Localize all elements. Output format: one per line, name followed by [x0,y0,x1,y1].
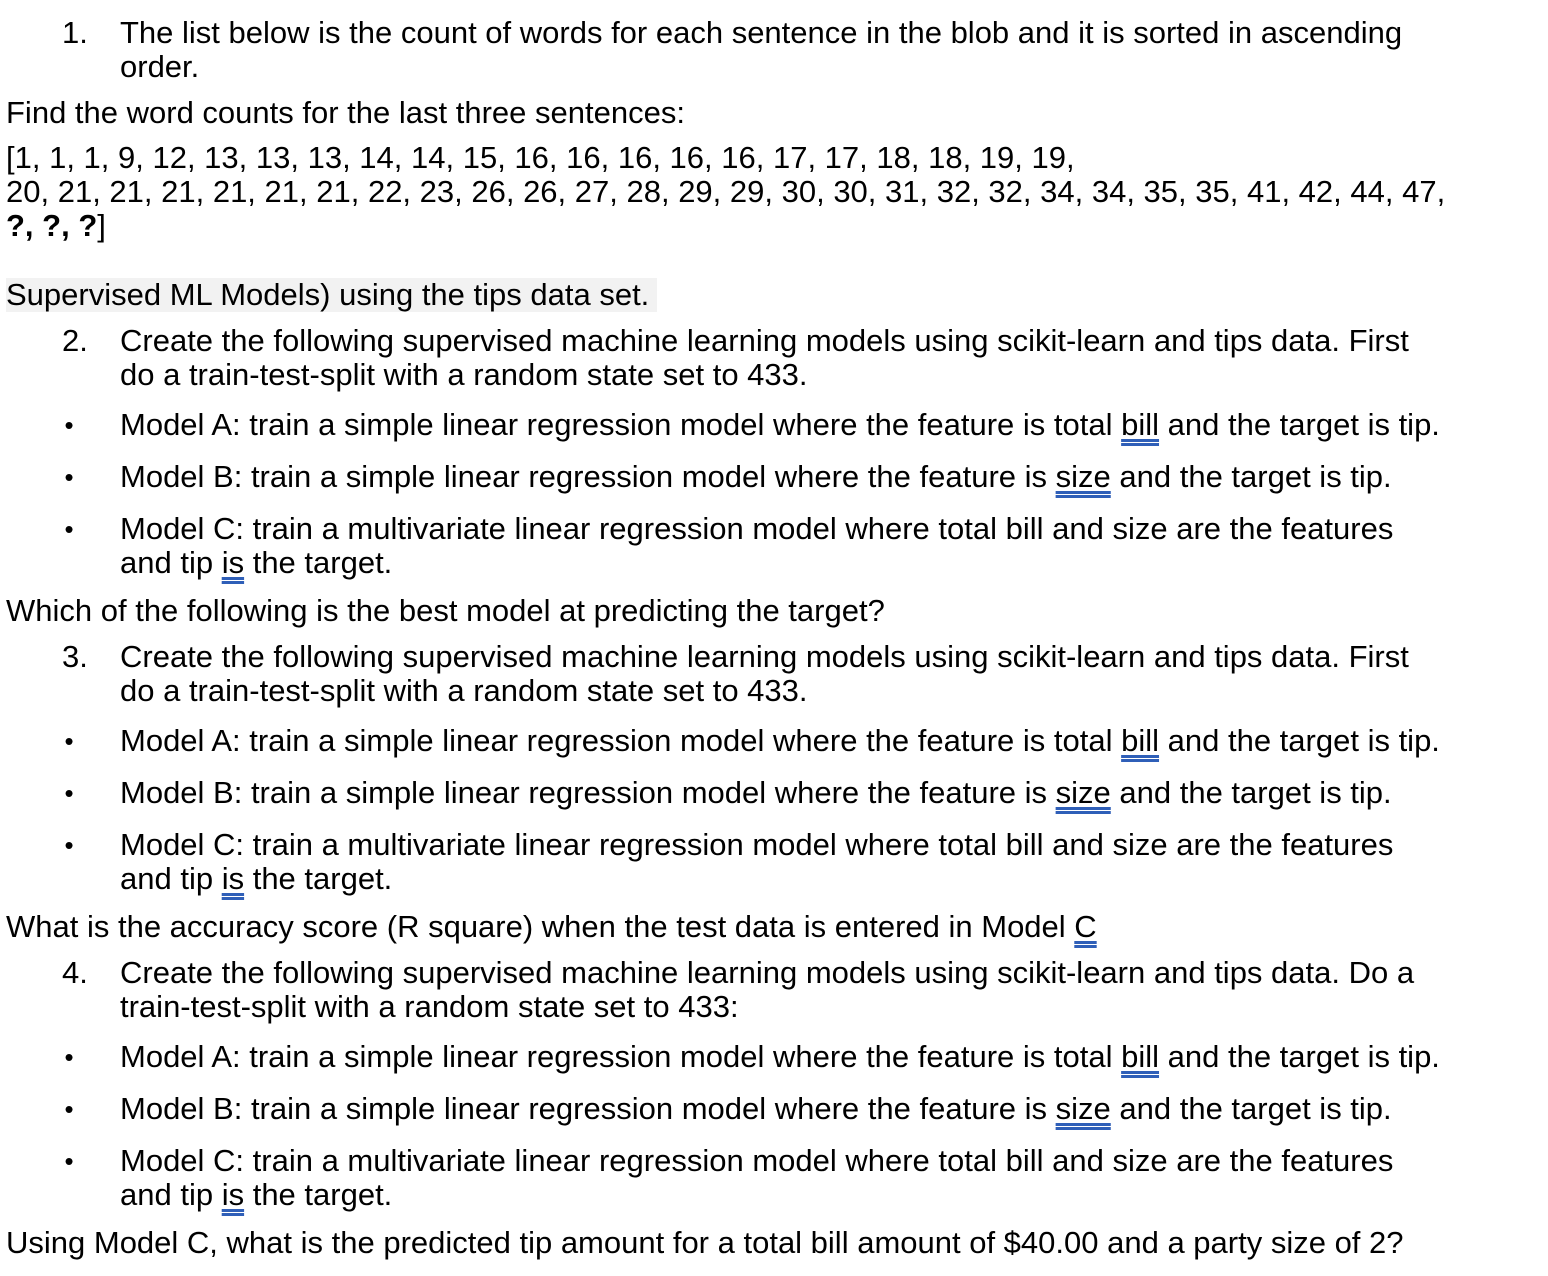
q2-model-c-text: and tip [120,545,222,580]
q4-model-a-underlined: bill [1121,1039,1160,1074]
q3-text-line2: do a train-test-split with a random state set to 433. [120,673,808,708]
q4-text-line1: Create the following supervised machine learning models using scikit-learn and tips data. Do a [120,955,1415,990]
q3-model-c-line1: Model C: train a multivariate linear regression model where total bill and size are the features [120,827,1394,862]
q2-bullet-b: • [64,462,74,492]
q2-model-c-line1: Model C: train a multivariate linear regression model where total bill and size are the features [120,511,1394,546]
section-heading: Supervised ML Models) using the tips data set. [6,278,657,312]
q3-model-b [120,776,1392,810]
q1-prompt: Find the word counts for the last three sentences: [6,95,685,130]
q2-model-a-text-end: and the target is tip. [1159,407,1440,442]
q2-model-a-underlined: bill [1121,407,1160,442]
q2-model-b-text: Model B: train a simple linear regression model where the feature is [120,459,1056,494]
q2-text-line2: do a train-test-split with a random state set to 433. [120,357,808,392]
q3-model-a-text: Model A: train a simple linear regression model where the feature is total [120,723,1122,758]
q3-model-b-text-end: and the target is tip. [1110,775,1392,810]
q4-model-b [120,1092,1392,1126]
q2-question: Which of the following is the best model at predicting the target? [6,593,885,628]
q3-model-a [120,724,1440,758]
q3-model-c-text-end: the target. [244,861,393,896]
q2-model-c-text-end: the target. [244,545,393,580]
q2-model-a-text: Model A: train a simple linear regression model where the feature is total [120,407,1122,442]
q2-model-b-text-end: and the target is tip. [1110,459,1392,494]
q4-model-b-underlined: size [1055,1091,1111,1126]
q2-model-c-underlined: is [221,545,245,580]
q4-model-a [120,1040,1440,1074]
q3-question-text: What is the accuracy score (R square) when the test data is entered in Model [6,909,1075,944]
q4-model-a-text-end: and the target is tip. [1159,1039,1440,1074]
q1-number: 1. [62,15,88,50]
q3-number: 3. [62,639,88,674]
q3-model-c-text: and tip [120,861,222,896]
q4-model-b-text: Model B: train a simple linear regression model where the feature is [120,1091,1056,1126]
q2-bullet-a: • [64,410,74,440]
q3-model-c-underlined: is [221,861,245,896]
q3-bullet-b: • [64,778,74,808]
q1-list-line1: [1, 1, 1, 9, 12, 13, 13, 13, 14, 14, 15, 16, 16, 16, 16, 16, 17, 17, 18, 18, 19, 19, [6,140,1075,175]
q4-question: Using Model C, what is the predicted tip amount for a total bill amount of $40.00 and a party size of 2? [6,1225,1404,1260]
q3-model-b-underlined: size [1055,775,1111,810]
q4-model-c-underlined: is [221,1177,245,1212]
q2-text-line1: Create the following supervised machine learning models using scikit-learn and tips data. First [120,323,1409,358]
q4-model-c-text: and tip [120,1177,222,1212]
q1-missing-values: ?, ?, ? [6,208,98,243]
q3-bullet-a: • [64,726,74,756]
q4-bullet-b: • [64,1094,74,1124]
q4-number: 4. [62,955,88,990]
q3-question [6,910,1097,944]
q4-model-c-line1: Model C: train a multivariate linear regression model where total bill and size are the features [120,1143,1394,1178]
q4-model-c-line2 [120,1178,392,1212]
q1-list-line3 [6,209,106,243]
q4-model-a-text: Model A: train a simple linear regression model where the feature is total [120,1039,1122,1074]
q1-list-close-bracket: ] [97,208,106,243]
q1-text-line2: order. [120,49,200,84]
q3-model-c-line2 [120,862,392,896]
q3-model-b-text: Model B: train a simple linear regression model where the feature is [120,775,1056,810]
q3-question-underlined: C [1074,909,1097,944]
q1-list-line2: 20, 21, 21, 21, 21, 21, 21, 22, 23, 26, 26, 27, 28, 29, 29, 30, 30, 31, 32, 32, 34, 34, 35, 35, 41, 42, 44, 47, [6,174,1446,209]
q3-text-line1: Create the following supervised machine learning models using scikit-learn and tips data. First [120,639,1409,674]
q4-text-line2: train-test-split with a random state set to 433: [120,989,739,1024]
q1-text-line1: The list below is the count of words for each sentence in the blob and it is sorted in ascending [120,15,1403,50]
q3-bullet-c: • [64,830,74,860]
q2-model-a [120,408,1440,442]
q3-model-a-underlined: bill [1121,723,1160,758]
q2-bullet-c: • [64,514,74,544]
q4-bullet-c: • [64,1146,74,1176]
q2-model-b-underlined: size [1055,459,1111,494]
q2-model-c-line2 [120,546,392,580]
q2-number: 2. [62,323,88,358]
q4-bullet-a: • [64,1042,74,1072]
q3-model-a-text-end: and the target is tip. [1159,723,1440,758]
q2-model-b [120,460,1392,494]
q4-model-c-text-end: the target. [244,1177,393,1212]
q4-model-b-text-end: and the target is tip. [1110,1091,1392,1126]
